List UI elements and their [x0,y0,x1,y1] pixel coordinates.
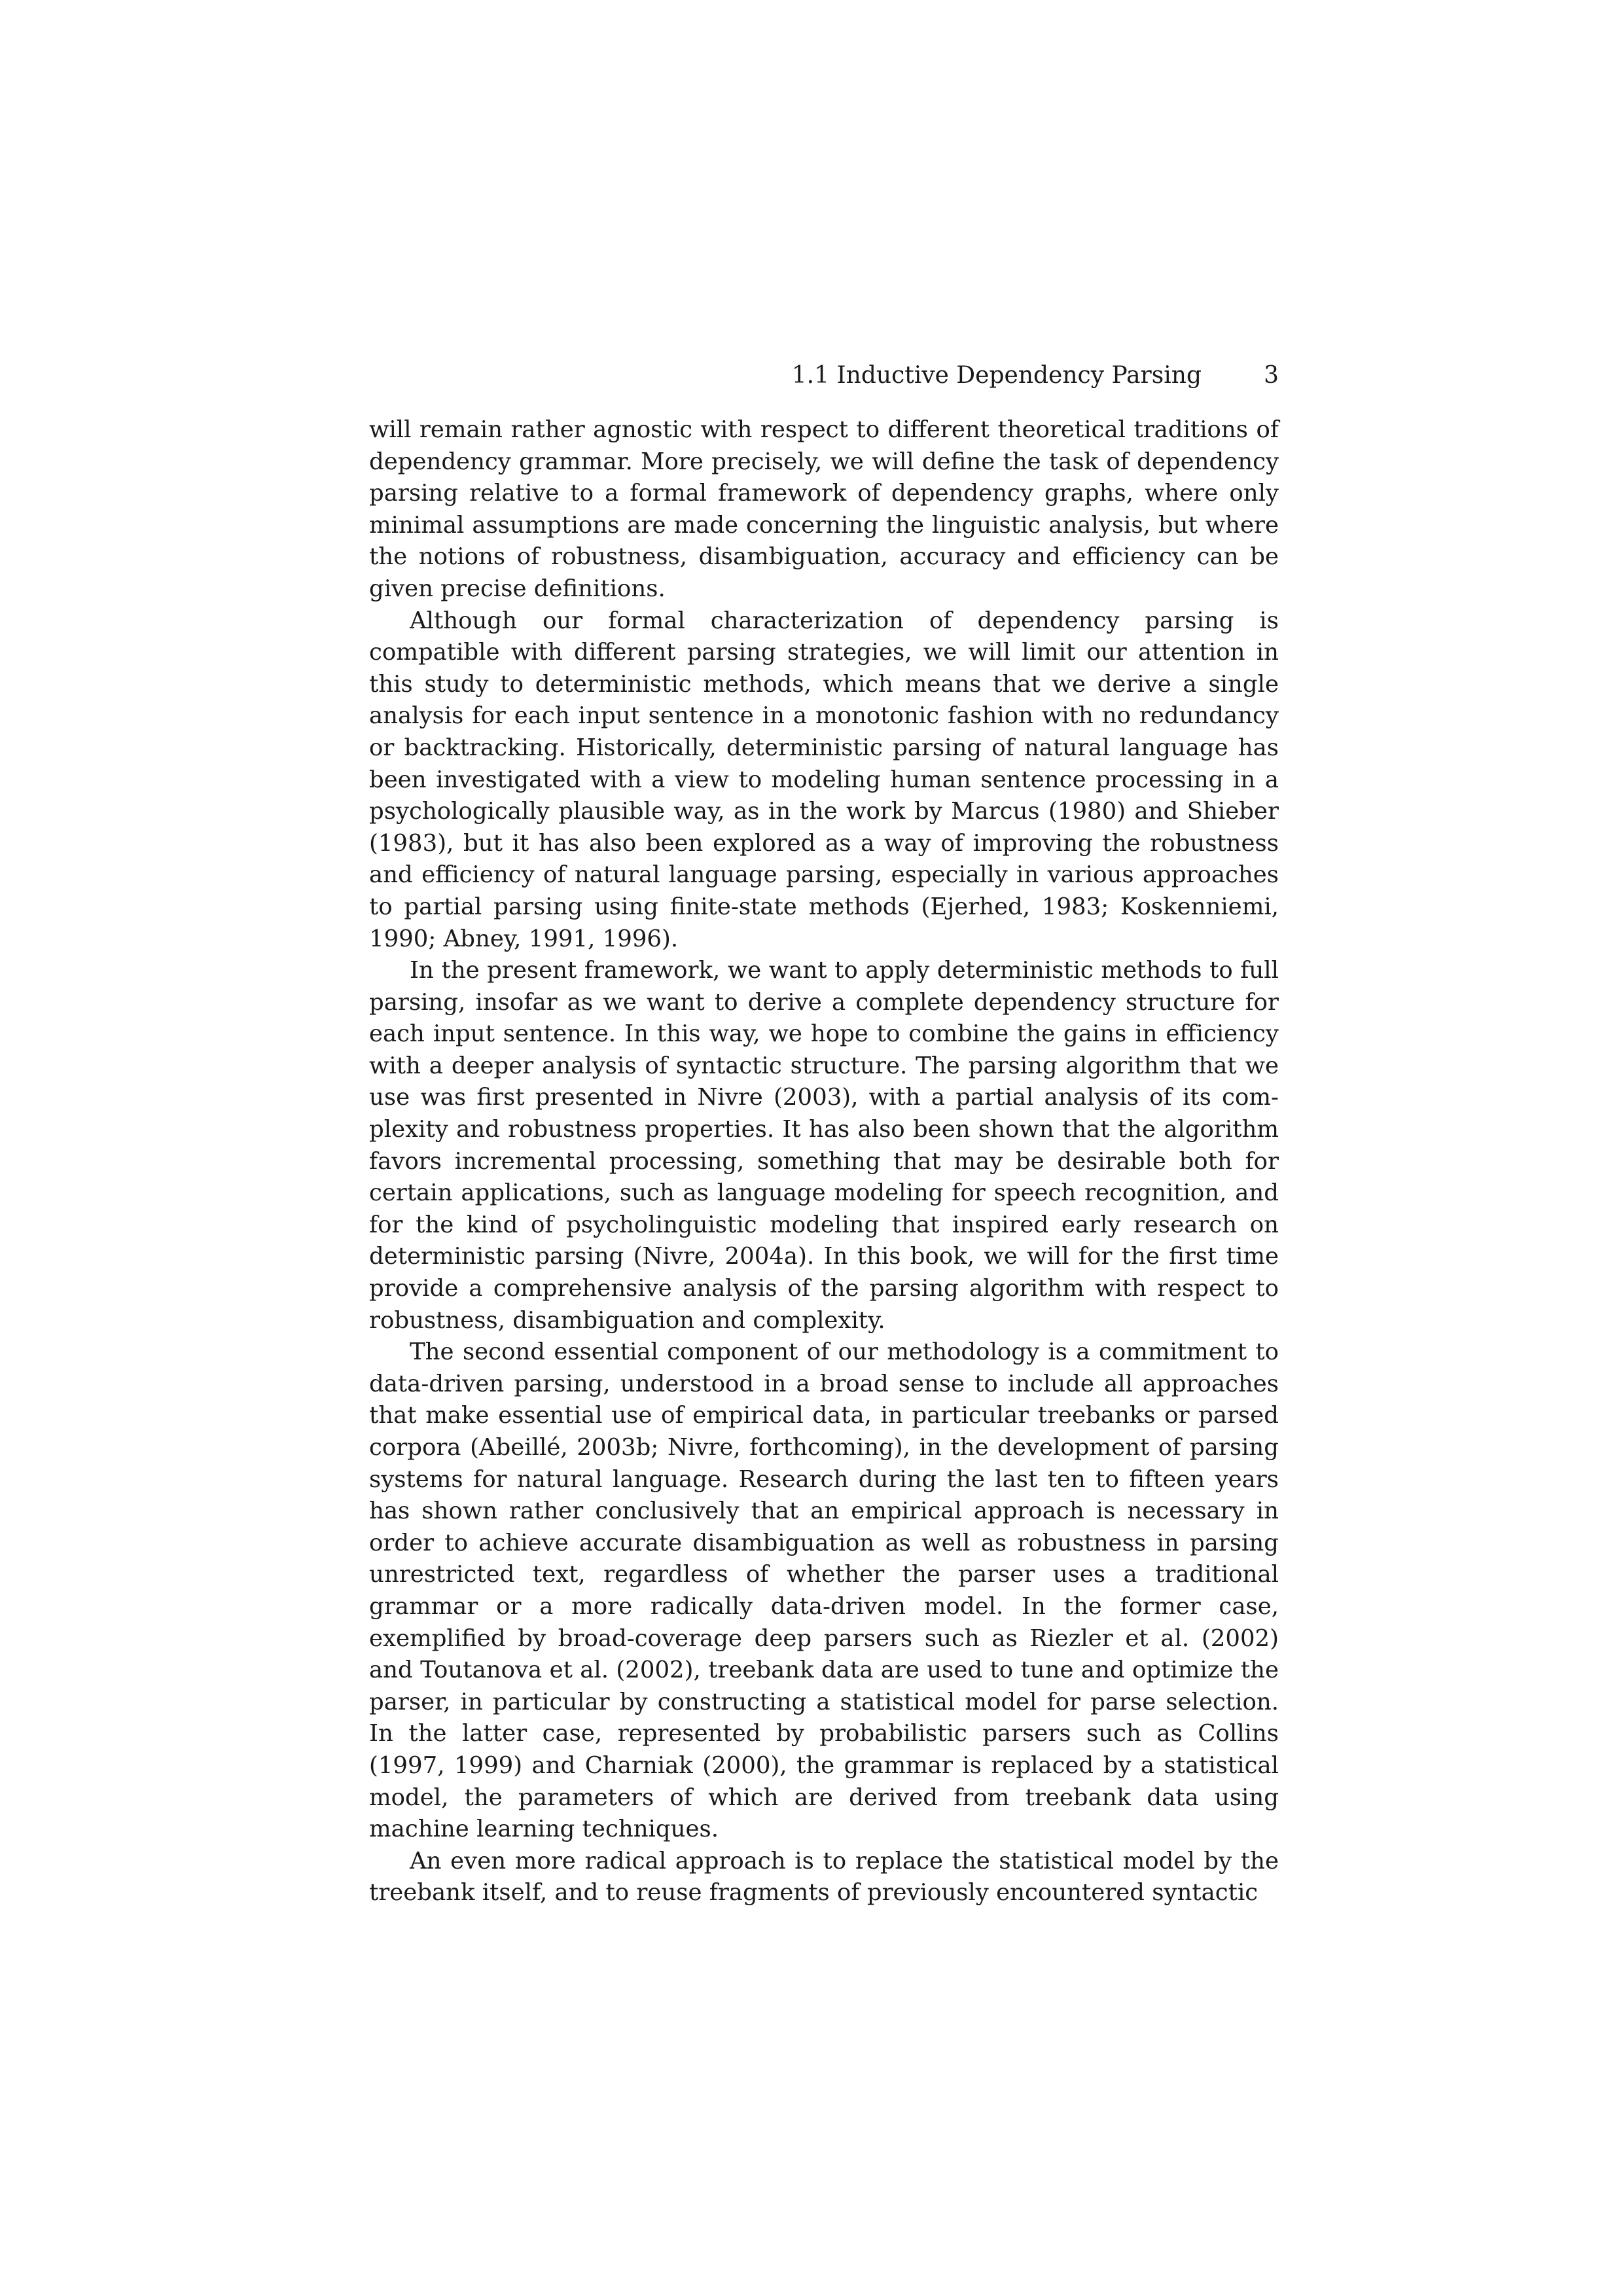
body-text [369,414,1279,1909]
running-header [369,359,1279,393]
paragraph-1: will remain rather agnostic with respect to different theoretical traditions of dependency grammar. More precisely, we will define the task of dependency parsing relative to a formal framework of dependency graphs, where only minimal assumptions are made concerning the linguistic analysis, but where the notions of robustness, disambiguation, accuracy and efficiency can be given precise definitions. [369,416,1279,602]
page-number: 3 [1264,362,1279,389]
paragraph-3: In the present framework, we want to apply deterministic methods to full parsing, insofar as we want to derive a complete dependency structure for each input sentence. In this way, we hope to combine the gains in efficiency with a deeper analysis of syntactic structure. The parsing algorithm that we use was first presented in Nivre (2003), with a partial analysis of its complexity and robustness properties. It has also been shown that the algorithm favors incremental processing, something that may be desirable both for certain applications, such as language modeling for speech recognition, and for the kind of psycholinguistic modeling that inspired early research on deterministic parsing (Nivre, 2004a). In this book, we will for the first time provide a comprehensive analysis of the parsing algorithm with respect to robustness, disambiguation and complexity. [369,957,1279,1334]
paragraph-4: The second essential component of our methodology is a commitment to data-driven parsing, understood in a broad sense to include all approaches that make essential use of empirical data, in particular treebanks or parsed corpora (Abeillé, 2003b; Nivre, forthcoming), in the development of parsing systems for natural language. Research during the last ten to fifteen years has shown rather conclusively that an empirical approach is necessary in order to achieve accurate disambiguation as well as robustness in parsing unrestricted text, regardless of whether the parser uses a traditional grammar or a more radically data-driven model. In the former case, exemplified by broad-coverage deep parsers such as Riezler et al. (2002) and Toutanova et al. (2002), treebank data are used to tune and optimize the parser, in particular by constructing a statistical model for parse selection. In the latter case, represented by probabilistic parsers such as Collins (1997, 1999) and Charniak (2000), the grammar is replaced by a statistical model, the parameters of which are derived from treebank data using machine learning techniques. [369,1338,1279,1843]
paragraph-5: An even more radical approach is to replace the statistical model by the treebank itself, and to reuse fragments of previously encountered syntactic [369,1847,1279,1907]
paragraph-2: Although our formal characterization of dependency parsing is compatible with different parsing strategies, we will limit our attention in this study to deterministic methods, which means that we derive a single analysis for each input sentence in a monotonic fashion with no redundancy or backtracking. Historically, deterministic parsing of natural language has been investigated with a view to modeling human sentence processing in a psychologically plausible way, as in the work by Marcus (1980) and Shieber (1983), but it has also been explored as a way of improving the robustness and efficiency of natural language parsing, especially in various approaches to partial parsing using finite-state methods (Ejerhed, 1983; Koskenniemi, 1990; Abney, 1991, 1996). [369,607,1279,952]
section-title: 1.1 Inductive Dependency Parsing [791,362,1202,389]
